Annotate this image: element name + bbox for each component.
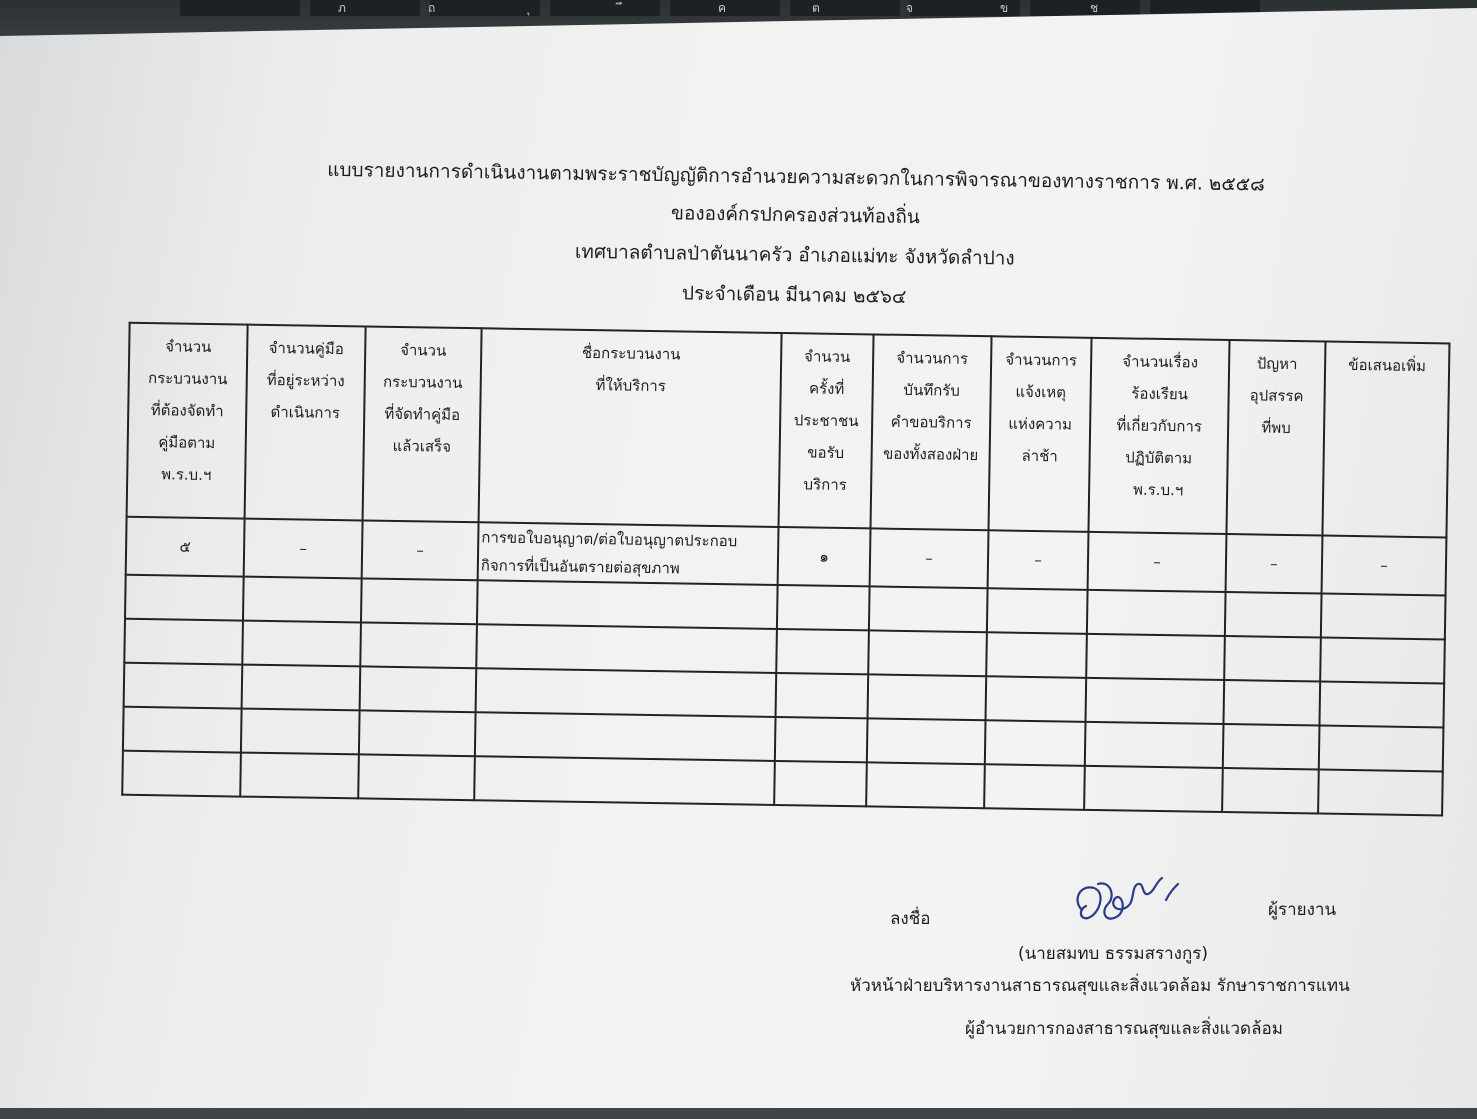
report-subtitle: ขององค์กรปกครองส่วนท้องถิ่น: [670, 202, 921, 229]
keyboard-key-label: ต: [812, 1, 820, 15]
header-cell: จำนวนเรื่อง ร้องเรียน ที่เกี่ยวกับการ ปฏิบัติตาม พ.ร.บ.ฯ: [1088, 338, 1229, 534]
header-cell: ข้อเสนอเพิ่ม: [1322, 342, 1449, 538]
keyboard-key-label: ค: [718, 1, 727, 15]
header-cell: จำนวน กระบวนงาน ที่ต้องจัดทำ คู่มือตาม พ.ร.บ.ฯ: [127, 323, 248, 519]
organization-name: เทศบาลตำบลป่าตันนาครัว อำเภอแม่ทะ จังหวัดลำปาง: [574, 240, 1015, 270]
header-cell: จำนวนการ แจ้งเหตุ แห่งความ ล่าช้า: [988, 336, 1091, 532]
table-cell: –: [988, 530, 1089, 590]
reporter-label: ผู้รายงาน: [1268, 900, 1337, 920]
handwritten-signature: [1070, 870, 1180, 932]
header-cell: จำนวน ครั้งที่ ประชาชน ขอรับ บริการ: [779, 333, 874, 528]
table-cell: –: [244, 519, 363, 579]
keyboard-key-label: ภ: [338, 1, 346, 15]
report-title: แบบรายงานการดำเนินงานตามพระราชบัญญัติการอำนวยความสะดวกในการพิจารณาของทางราชการ พ.ศ. ๒๕๕๘: [327, 158, 1265, 196]
sign-label: ลงชื่อ: [890, 909, 931, 929]
keyboard-key-label: ข: [1000, 1, 1009, 15]
signer-position: หัวหน้าฝ่ายบริหารงานสาธารณสุขและสิ่งแวดล้อม รักษาราชการแทน: [850, 976, 1350, 996]
table-cell: –: [1088, 532, 1227, 592]
signer-name: (นายสมทบ ธรรมสรางกูร): [1018, 944, 1208, 964]
table-cell: –: [362, 520, 479, 580]
signer-position-acting: ผู้อำนวยการกองสาธารณสุขและสิ่งแวดล้อม: [965, 1019, 1283, 1039]
header-cell: จำนวนการ บันทึกรับ คำขอบริการ ของทั้งสองฝ่าย: [871, 334, 992, 530]
table-cell: ๑: [778, 527, 871, 586]
header-cell: จำนวน กระบวนงาน ที่จัดทำคู่มือ แล้วเสร็จ: [363, 326, 482, 522]
table-cell: ๕: [126, 517, 245, 577]
table-cell: –: [1322, 536, 1447, 596]
header-cell: ปัญหา อุปสรรค ที่พบ: [1226, 340, 1325, 535]
service-name-cell: การขอใบอนุญาต/ต่อใบอนุญาตประกอบ กิจการที่เป็นอันตรายต่อสุขภาพ: [478, 522, 779, 585]
keyboard-key-label: ถ: [428, 1, 436, 15]
report-period: ประจำเดือน มีนาคม ๒๕๖๔: [681, 282, 907, 308]
table-cell: –: [870, 528, 989, 588]
keyboard-key-label: ช: [1090, 1, 1099, 15]
header-cell: จำนวนคู่มือ ที่อยู่ระหว่าง ดำเนินการ: [245, 325, 366, 521]
header-cell: ชื่อกระบวนงาน ที่ให้บริการ: [479, 328, 782, 527]
keyboard-key-label: จ: [906, 1, 914, 15]
table-cell: –: [1226, 534, 1323, 594]
